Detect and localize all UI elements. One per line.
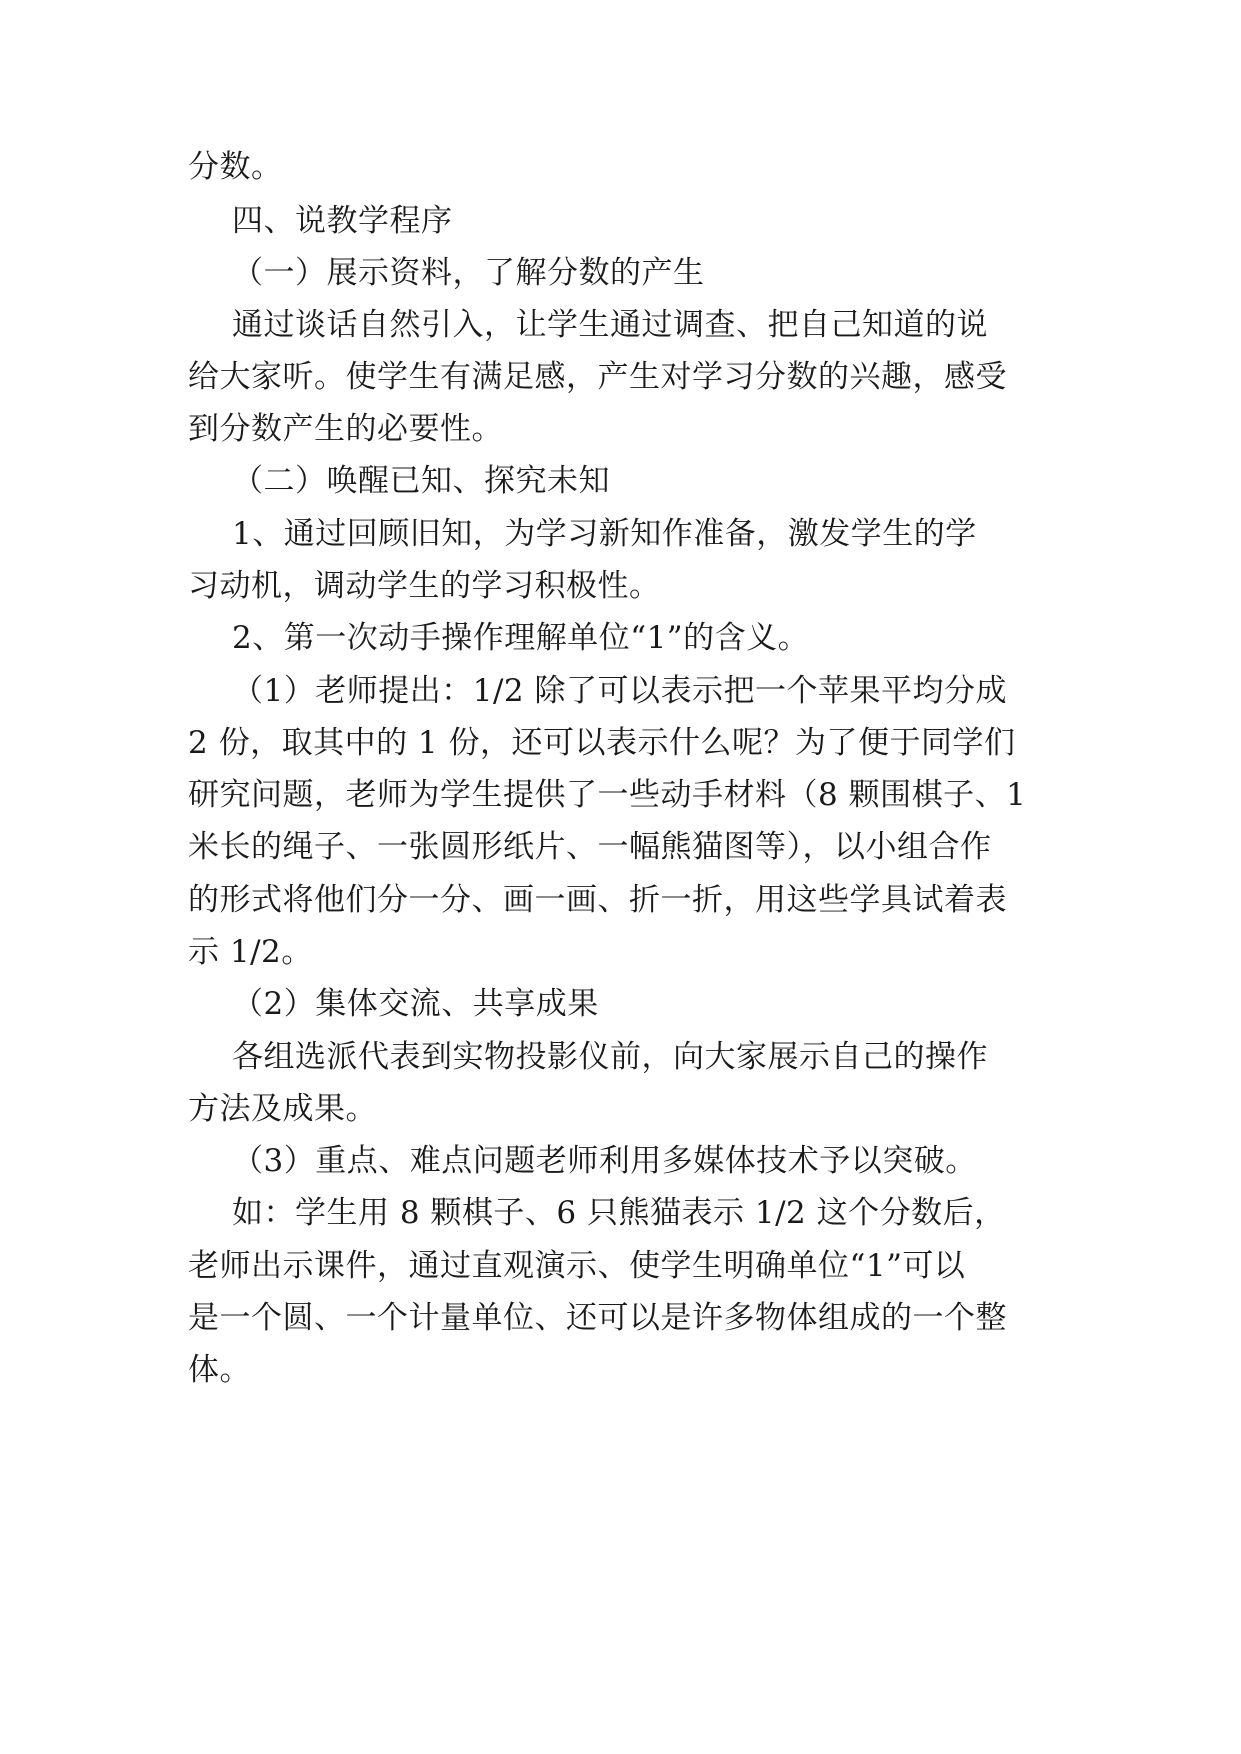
text-line: （3）重点、难点问题老师利用多媒体技术予以突破。 bbox=[232, 1143, 977, 1179]
text-line: 2 份，取其中的 1 份，还可以表示什么呢？为了便于同学们 bbox=[188, 725, 1016, 761]
section-heading: 四、说教学程序 bbox=[232, 203, 453, 239]
text-line: 米长的绳子、一张圆形纸片、一幅熊猫图等），以小组合作 bbox=[188, 829, 992, 865]
text-line: 如：学生用 8 颗棋子、6 只熊猫表示 1/2 这个分数后， bbox=[232, 1195, 1006, 1231]
text-line: 示 1/2。 bbox=[188, 934, 313, 970]
subsection-heading: （二）唤醒已知、探究未知 bbox=[232, 463, 610, 499]
text-line: 方法及成果。 bbox=[188, 1091, 377, 1127]
text-line: 分数。 bbox=[188, 149, 283, 185]
text-line: 老师出示课件，通过直观演示、使学生明确单位“1”可以 bbox=[188, 1248, 966, 1284]
text-line: 1、通过回顾旧知，为学习新知作准备，激发学生的学 bbox=[232, 516, 977, 552]
text-line: 体。 bbox=[188, 1352, 251, 1388]
text-line: 是一个圆、一个计量单位、还可以是许多物体组成的一个整 bbox=[188, 1300, 1007, 1336]
text-line: 给大家听。使学生有满足感，产生对学习分数的兴趣，感受 bbox=[188, 359, 1007, 395]
text-line: （1）老师提出：1/2 除了可以表示把一个苹果平均分成 bbox=[232, 673, 1007, 709]
text-line: 各组选派代表到实物投影仪前，向大家展示自己的操作 bbox=[232, 1039, 988, 1075]
text-line: 2、第一次动手操作理解单位“1”的含义。 bbox=[232, 620, 810, 656]
text-line: 习动机，调动学生的学习积极性。 bbox=[188, 568, 661, 604]
text-line: 的形式将他们分一分、画一画、折一折，用这些学具试着表 bbox=[188, 882, 1007, 918]
text-line: 研究问题，老师为学生提供了一些动手材料（8 颗围棋子、1 bbox=[188, 777, 1027, 813]
subsection-heading: （2）集体交流、共享成果 bbox=[232, 986, 599, 1022]
text-line: 通过谈话自然引入，让学生通过调查、把自己知道的说 bbox=[232, 307, 988, 343]
subsection-heading: （一）展示资料，了解分数的产生 bbox=[232, 255, 705, 291]
text-line: 到分数产生的必要性。 bbox=[188, 411, 503, 447]
